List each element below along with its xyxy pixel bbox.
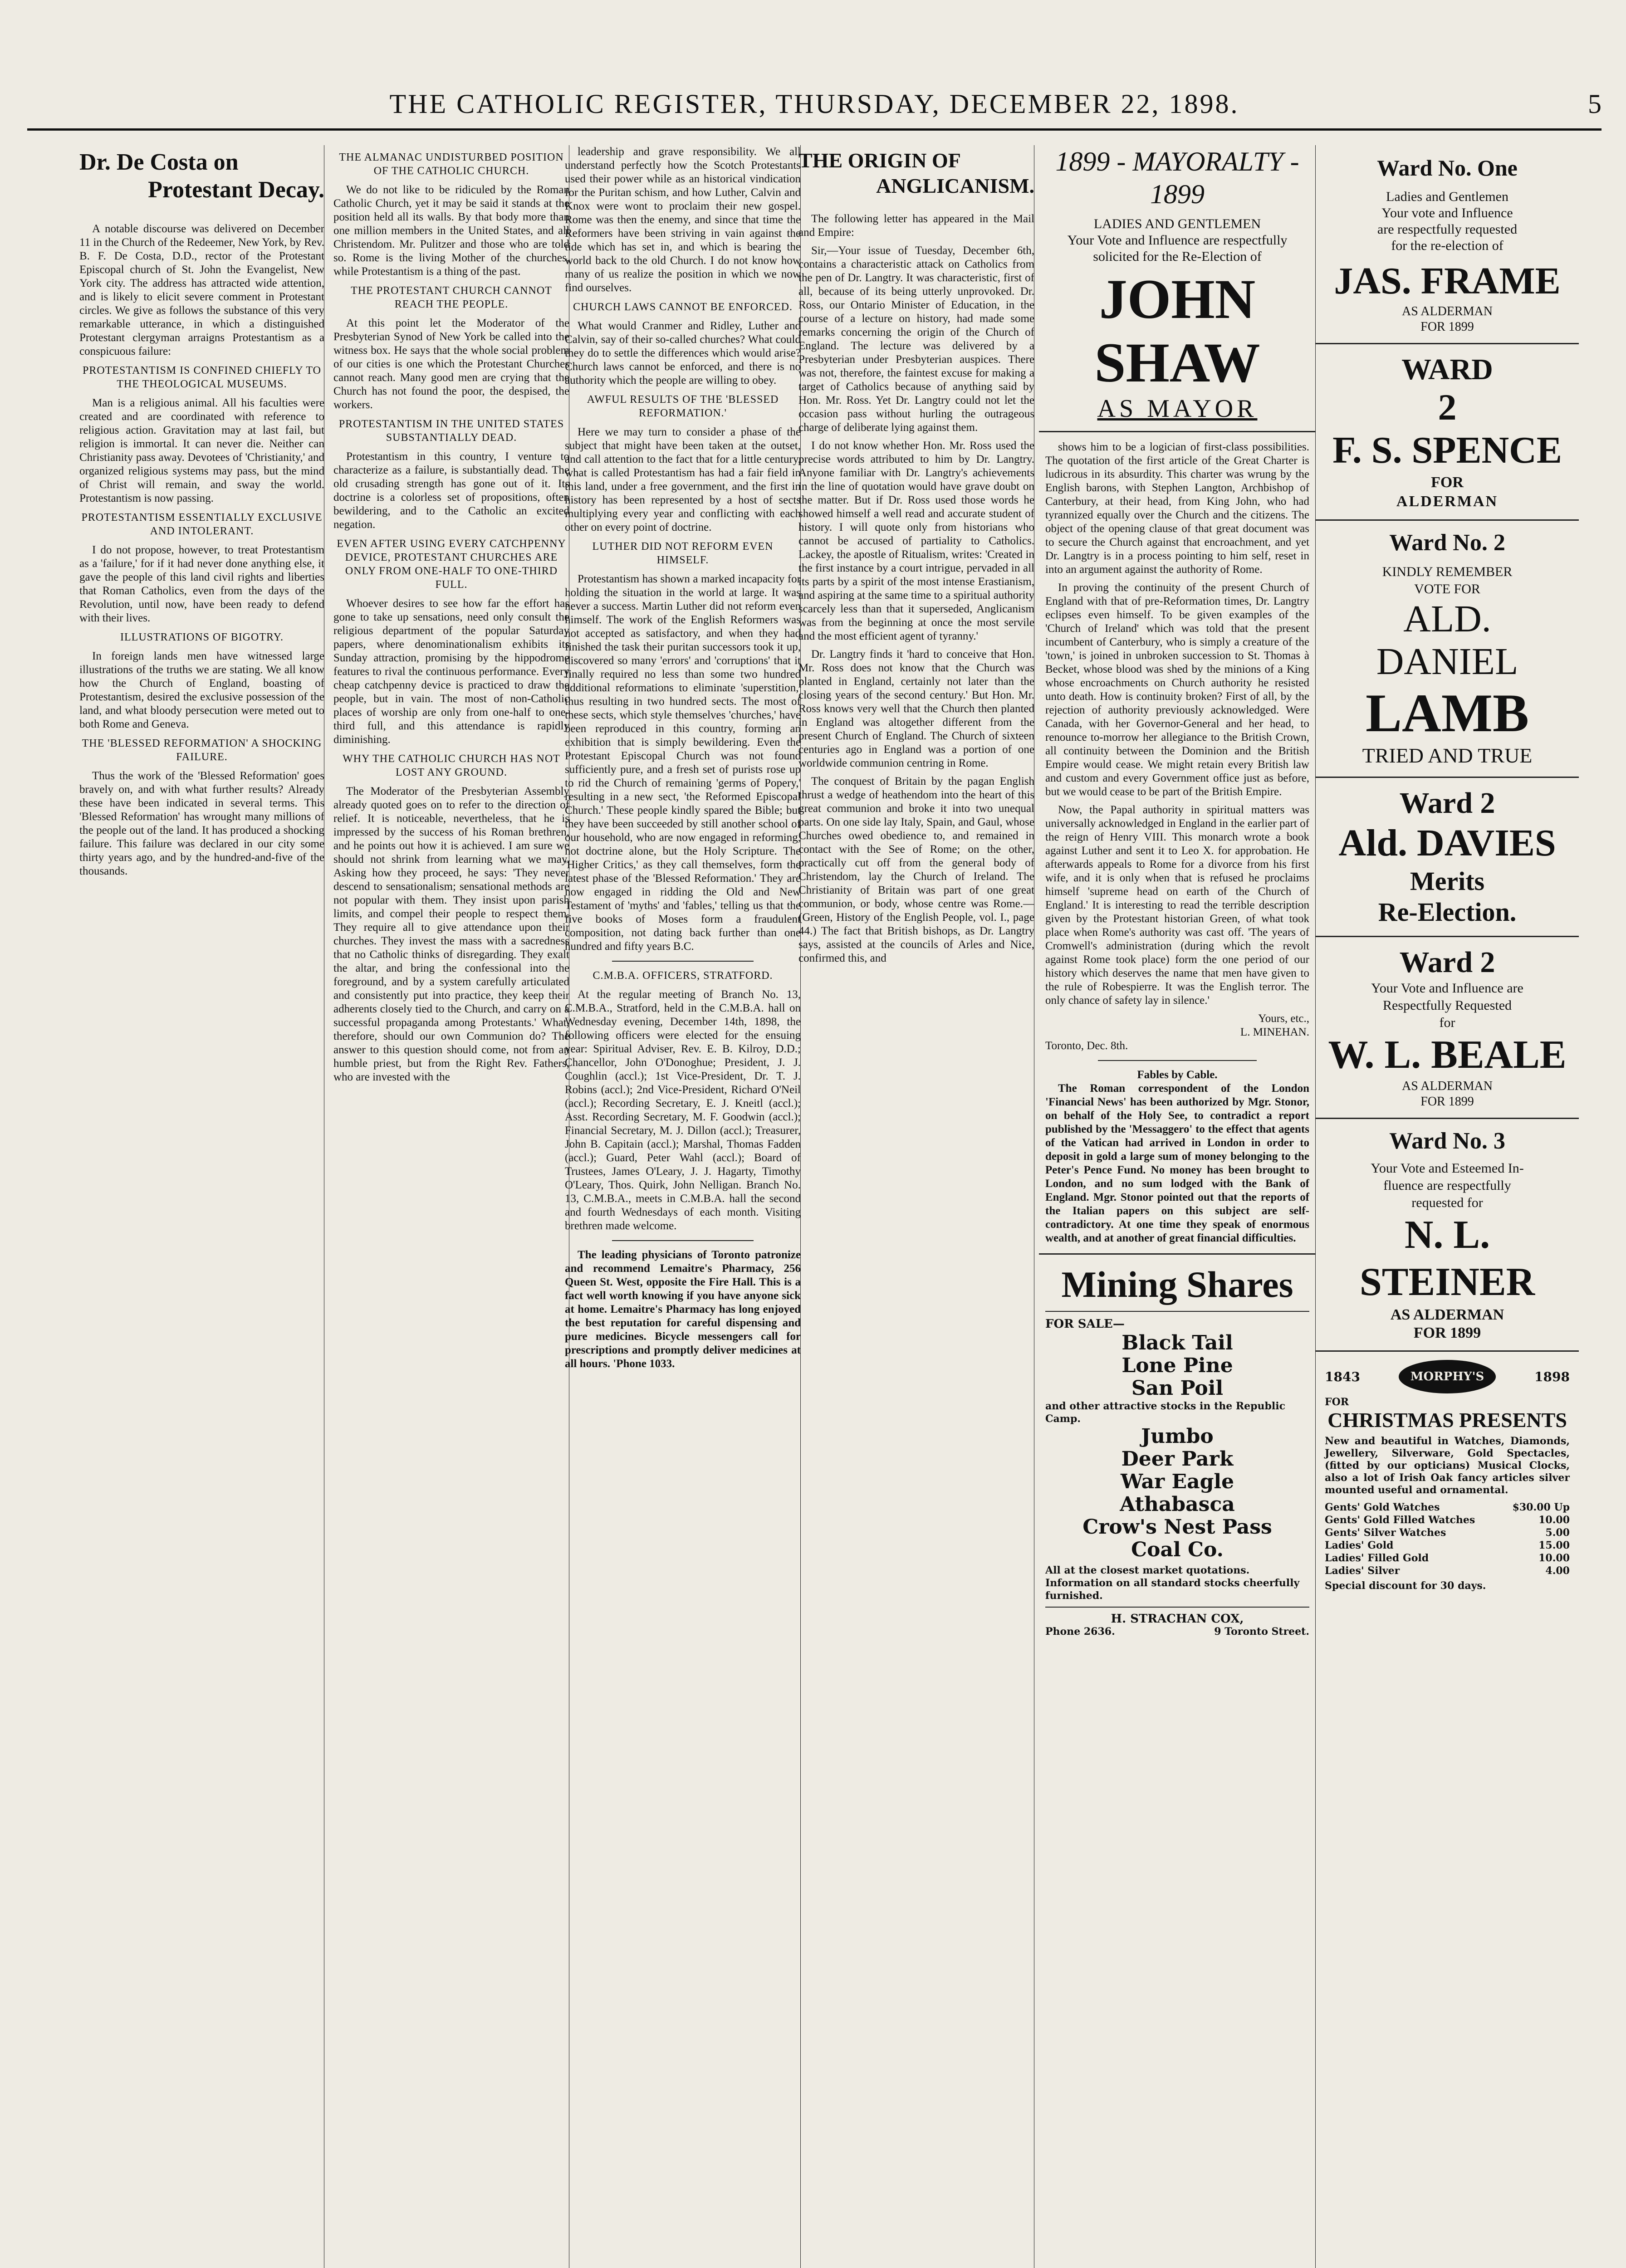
ward-two-spence-ad — [1316, 352, 1579, 511]
candidate-office: ALDERMAN — [1396, 493, 1499, 510]
subheading: PROTESTANTISM IN THE UNITED STATES SUBSTANTIALLY DEAD. — [338, 418, 564, 444]
paragraph: Protestantism in this country, I venture to characterize as a failure, is substantially dead. The old crusading strength has gone out of it. Its doctrine is a colorless set of propositions, often bewildering, and to the Catholic an excited negation. — [333, 450, 569, 531]
masthead — [27, 88, 1602, 143]
price-value: 10.00 — [1538, 1552, 1570, 1564]
subheading: THE ALMANAC UNDISTURBED POSITION OF THE CATHOLIC CHURCH. — [339, 152, 564, 177]
ward-two-beale-ad — [1316, 945, 1579, 1110]
price-item: Gents' Gold Filled Watches — [1325, 1514, 1475, 1526]
candidate-year: FOR 1899 — [1413, 1325, 1481, 1341]
paragraph: In foreign lands men have witnessed large illustrations of the truths we are stating. We all know how the Church of England, boasting of Protestantism, desired the exclusive possession of the land, and what bloody persecution were meted out to both Rome and Geneva. — [79, 650, 324, 730]
ward-heading: Ward 2 — [1399, 787, 1495, 820]
section-rule — [1316, 936, 1579, 937]
market-note: All at the closest market quotations. Information on all standard stocks cheerfully furnished. — [1045, 1564, 1300, 1602]
broker-contact — [1045, 1626, 1309, 1637]
section-rule — [1316, 343, 1579, 344]
candidate-office: AS ALDERMAN — [1402, 1079, 1493, 1093]
candidate-first-name: DANIEL — [1376, 640, 1518, 683]
ad-line: fluence are respectfully — [1383, 1178, 1511, 1193]
subheading: Fables by Cable. — [1137, 1069, 1218, 1081]
section-rule — [1039, 431, 1316, 432]
subheading: THE PROTESTANT CHURCH CANNOT REACH THE PEOPLE. — [351, 285, 552, 310]
candidate-year: FOR 1899 — [1420, 320, 1474, 334]
ad-line: for — [1439, 1015, 1455, 1030]
paragraph: We do not like to be ridiculed by the Roman Catholic Church, yet it may be said it stands at the position held all its walls. By that body more than one million members in the United States, and all Christendom. Mr. Pulitzer and those who are told so. Rome is the living Mother of the churches, while Protestantism is a thing of the past. — [333, 184, 569, 278]
ad-line: Ladies and Gentlemen — [1386, 189, 1508, 204]
ad-line: Your Vote and Esteemed In- — [1371, 1161, 1524, 1176]
divider — [1045, 1311, 1309, 1312]
stock-item: Athabasca — [1120, 1493, 1235, 1516]
stock-item: War Eagle — [1120, 1470, 1234, 1493]
stock-list-2 — [1045, 1425, 1309, 1561]
price-row — [1325, 1526, 1570, 1539]
subheading: PROTESTANTISM ESSENTIALLY EXCLUSIVE AND INTOLERANT. — [81, 512, 323, 537]
article-headline-2: Protestant Decay. — [148, 177, 324, 203]
for-sale-label: FOR SALE— — [1045, 1317, 1125, 1331]
dateline: Toronto, Dec. 8th. — [1045, 1040, 1128, 1052]
ad-line: are respectfully requested — [1377, 222, 1518, 237]
article-body — [1039, 440, 1316, 1245]
price-row — [1325, 1539, 1570, 1552]
paragraph: leadership and grave responsibility. We all understand perfectly how the Scotch Protestants used their power while as an historical vindication for the Puritan schism, and how Luther, Calvin and Knox were wont to proclaim their new gospel. Rome was then the enemy, and since that time the Reformers have been striving in vain against the tide which has set in, and which is bearing the world back to the old Church. I do not know how many of us realize the position in which we now find ourselves. — [565, 146, 801, 294]
ad-line: Respectfully Requested — [1382, 998, 1512, 1013]
subheading: CHURCH LAWS CANNOT BE ENFORCED. — [573, 301, 793, 313]
signature-line: Yours, etc., — [1258, 1012, 1309, 1025]
mining-headline: Mining Shares — [1061, 1264, 1293, 1305]
ad-line: KINDLY REMEMBER — [1382, 564, 1513, 579]
candidate-name: N. L. STEINER — [1359, 1213, 1535, 1304]
stock-item: Crow's Nest Pass — [1082, 1515, 1272, 1539]
ward-three-ad — [1316, 1127, 1579, 1342]
paragraph: Whoever desires to see how far the effort has gone to take up sensations, need only consult the religious department of the popular Saturday papers, where denominationalism exhibits its Sunday attraction, promising by the hippodrome features to rival the continuous performance. Every cheap catchpenny device is practiced to draw the people, but in vain. The most of non-Catholic places of worship are only from one-half to one-third full, and this attendance is rapidly diminishing. — [333, 597, 569, 746]
ad-line: requested for — [1411, 1195, 1483, 1210]
ward-number: 2 — [1438, 386, 1457, 428]
ad-line: solicited for the Re-Election of — [1093, 249, 1262, 264]
candidate-office: AS ALDERMAN — [1390, 1306, 1504, 1323]
column-2 — [333, 145, 569, 2268]
divider — [612, 961, 754, 962]
paragraph: The Moderator of the Presbyterian Assembly already quoted goes on to refer to the direction of relief. It is noticeable, nevertheless, that he is impressed by the success of his Roman brethren, and he points out how it is achieved. I am sure we should not shrink from learning what we may. Asking how they proceed, he says: 'They never descend to sensationalism; sensational methods are not popular with them. They insist upon parish limits, and compel their people to respect them. They require all to give attendance upon their churches. They invest the mass with a sacredness that no Catholic thinks of disregarding. They exalt the altar, and bring the confessional into the foreground, and by a system carefully articulated and consistently put into practice, they keep their adherents closely tied to the Church, and carry on a successful propaganda among Protestants.' What, therefore, should our own Communion do? The answer to this question should come, not from an humble priest, but from the Right Rev. Fathers, who are invested with the — [333, 785, 569, 1083]
article-body — [333, 151, 569, 1084]
paragraph: Protestantism has shown a marked incapacity for holding the situation in the world at large. It was never a success. Martin Luther did not reform even himself. The work of the English Reformers was not accepted as satisfactory, and when they had finished the task their puritan successors took it up, discovered so many 'errors' and 'corruptions' that it finally required no less than some two hundred additional reformations to eliminate 'superstition,' thus resulting in two hundred sects. The most of these sects, which style themselves 'churches,' have been reproduced in this country, forming an exhibition that is simply bewildering. Even the Protestant Episcopal Church was not found sufficiently pure, and a fresh set of purists rose up to rid the Church of remaining 'germs of Popery,' resulting in a new sect, 'the Reformed Episcopal Church.' These people kindly spared the Bible; but they have been succeeded by still another school of our household, who are now engaged in reforming, not doctrine alone, but the Holy Scripture. The 'Higher Critics,' as they call themselves, form the latest phase of the 'Blessed Reformation.' They are now engaged in ridding the Old and New Testament of 'myths' and 'fables,' telling us that the five books of Moses form a fraudulent composition, not dating back further than one hundred and fifty years B.C. — [565, 573, 801, 953]
stock-note: and other attractive stocks in the Republic Camp. — [1045, 1400, 1286, 1425]
paragraph: A notable discourse was delivered on December 11 in the Church of the Redeemer, New York, by Rev. B. F. De Costa, D.D., rector of the Protestant Episcopal church of St. John the Evangelist, New York city. The address has attracted wide attention, and is likely to elicit severe comment in Protestant circles. We give as follows the substance of this very remarkable utterance, in which a distinguished Protestant clergyman arraigns Protestantism as a conspicuous failure: — [79, 223, 324, 357]
section-rule — [1316, 519, 1579, 521]
article-headline: Dr. De Costa on — [79, 149, 239, 175]
section-rule — [1316, 1118, 1579, 1119]
candidate-name: Ald. DAVIES — [1338, 822, 1556, 864]
article-body — [798, 212, 1034, 965]
section-rule — [1039, 1253, 1316, 1255]
price-value: 4.00 — [1545, 1565, 1570, 1577]
subheading: WHY THE CATHOLIC CHURCH HAS NOT LOST ANY GROUND. — [343, 753, 560, 778]
ward-heading: Ward 2 — [1399, 946, 1495, 979]
ward-heading: WARD — [1401, 353, 1493, 386]
ad-line: Your Vote and Influence are — [1371, 981, 1523, 996]
column-4 — [798, 145, 1034, 2268]
stock-item: San Poil — [1131, 1377, 1224, 1400]
pharmacy-notice: The leading physicians of Toronto patronize and recommend Lemaitre's Pharmacy, 256 Queen St. West, opposite the Fire Hall. This is a fact well worth knowing if you have anyone sick at home. Lemaitre's Pharmacy has long enjoyed the best reputation for careful dispensing and pure medicines. Bicycle messengers call for prescriptions and promptly deliver medicines at all hours. 'Phone 1033. — [565, 1249, 801, 1370]
paragraph: The Roman correspondent of the London 'Financial News' has been authorized by Mgr. Stonor, on behalf of the Holy See, to contradict a report published by the 'Messaggero' to the effect that agents of the Vatican had arrived in London in order to deposit in gold a large sum of money belonging to the Peter's Pence Fund. No money has been brought to London, and no sum lodged with the Bank of England. Mgr. Stonor pointed out that the reports of the Italian papers on this subject are self-contradictory. At one time they speak of enormous wealth, and at another of great financial difficulties. — [1045, 1082, 1309, 1244]
paragraph: I do not know whether Hon. Mr. Ross used the precise words attributed to him by Dr. Langtry. Anyone familiar with Dr. Langtry's achievements in the line of quotation would have grave doubt on the matter. But if Dr. Ross used those words he showed himself a well read and accurate student of history. I will quote only from historians who cannot be accused of partiality to Catholics. Lackey, the apostle of Ritualism, writes: 'Created in the first instance by a court intrigue, pervaded in all its parts by a spirit of the most intense Erastianism, and aspiring at the same time to a spiritual authority scarcely less than that it superseded, Anglicanism was from the beginning at once the most servile and the most efficient agent of tyranny.' — [798, 440, 1034, 642]
price-value: 15.00 — [1538, 1540, 1570, 1551]
ad-salutation: LADIES AND GENTLEMEN — [1093, 216, 1261, 231]
price-row — [1325, 1564, 1570, 1577]
price-item: Ladies' Gold — [1325, 1540, 1394, 1551]
mayoralty-banner: 1899 - MAYORALTY - 1899 — [1055, 147, 1299, 209]
subheading: AWFUL RESULTS OF THE 'BLESSED REFORMATION.' — [587, 394, 779, 419]
stock-item: Deer Park — [1121, 1447, 1234, 1471]
price-row — [1325, 1552, 1570, 1564]
candidate-office: AS ALDERMAN — [1402, 304, 1493, 318]
article-body — [565, 145, 801, 1371]
candidate-year: FOR 1899 — [1420, 1095, 1474, 1109]
ward-heading: Ward No. 2 — [1389, 530, 1505, 556]
price-item: Ladies' Silver — [1325, 1565, 1400, 1577]
masthead-title: THE CATHOLIC REGISTER, THURSDAY, DECEMBER 22, 1898. — [389, 89, 1239, 119]
paragraph: The following letter has appeared in the Mail and Empire: — [798, 213, 1034, 239]
ad-line: VOTE FOR — [1414, 582, 1480, 596]
year-founded: 1843 — [1325, 1369, 1360, 1384]
broker-name: H. STRACHAN COX, — [1111, 1612, 1244, 1626]
paragraph: I do not propose, however, to treat Protestantism as a 'failure,' for if it had never done anything else, it gave the people of this land civil rights and liberties that Roman Catholics, even from the days of the Revolution, until now, have been ready to defend with their lives. — [79, 544, 324, 624]
candidate-office: AS MAYOR — [1097, 395, 1258, 423]
candidate-name: W. L. BEALE — [1328, 1033, 1567, 1077]
subheading: ILLUSTRATIONS OF BIGOTRY. — [120, 631, 284, 643]
paragraph: shows him to be a logician of first-class possibilities. The quotation of the first article of the Great Charter is ludicrous in its absurdity. This charter was wrung by the English barons, with Stephen Langton, Archbishop of Canterbury, at their head, from King John, who had tyrannized equally over the Church and the citizens. The object of the opening clause of that great document was to secure the Church against that encroachment, and yet Dr. Langtry is in a process pointing to him self, reset in into an argument against the authority of Rome. — [1045, 441, 1309, 576]
subheading: C.M.B.A. OFFICERS, STRATFORD. — [593, 970, 773, 982]
price-value: $30.00 Up — [1512, 1501, 1570, 1513]
price-item: Ladies' Filled Gold — [1325, 1552, 1429, 1564]
ward-heading: Ward No. One — [1377, 155, 1518, 181]
broker-phone: Phone 2636. — [1045, 1626, 1115, 1637]
price-row — [1325, 1514, 1570, 1526]
christmas-headline: CHRISTMAS PRESENTS — [1327, 1408, 1567, 1432]
article-headline: THE ORIGIN OF — [798, 149, 961, 172]
mayoralty-ad — [1039, 145, 1316, 423]
stock-item: Coal Co. — [1131, 1538, 1224, 1561]
stock-item: Black Tail — [1122, 1331, 1233, 1354]
candidate-merits: Merits — [1410, 866, 1485, 896]
section-rule — [1316, 777, 1579, 778]
mining-ad — [1039, 1263, 1316, 1637]
paragraph: What would Cranmer and Ridley, Luther and Calvin, say of their so-called churches? What could they do to settle the differences which would arise? Church laws cannot be enforced, and there is no authority which the people are willing to obey. — [565, 320, 801, 386]
paragraph: Here we may turn to consider a phase of the subject that might have been taken at the outset, and call attention to the fact that for a little century, what is called Protestantism has had a fair field in this land, under a free government, and the first in history has been represented by a host of sects multiplying every year and conflicting with each other on every point of doctrine. — [565, 426, 801, 533]
divider — [612, 1240, 754, 1241]
candidate-reelection: Re-Election. — [1378, 897, 1517, 927]
christmas-text: New and beautiful in Watches, Diamonds, Jewellery, Silverware, Gold Spectacles, (fitted by our opticians) Musical Clocks, also a lot of Irish Oak fancy articles silver mounted useful and ornamental. — [1325, 1435, 1570, 1496]
signature-name: L. MINEHAN. — [1240, 1026, 1309, 1038]
stock-item: Jumbo — [1141, 1425, 1214, 1448]
price-value: 10.00 — [1538, 1514, 1570, 1526]
stock-list — [1045, 1332, 1309, 1400]
ad-line: Your Vote and Influence are respectfully — [1067, 233, 1288, 248]
divider — [1045, 1607, 1309, 1608]
ward-two-davies-ad — [1316, 786, 1579, 928]
ward-heading: Ward No. 3 — [1389, 1128, 1505, 1154]
article-body — [79, 222, 324, 878]
candidate-title: ALD. — [1403, 598, 1491, 640]
candidate-name: JOHN SHAW — [1094, 268, 1260, 394]
paragraph: Man is a religious animal. All his faculties were created and are coordinated with reference to religious action. Gravitation may at last fail, but religion is immortal. It can never die. Neither can Christianity pass away. Devotees of 'Christianity,' and organized religious systems may pass, but the mind of Christ will remain, and sway the world. Protestantism is now passing. — [79, 397, 324, 504]
candidate-name: F. S. SPENCE — [1332, 429, 1562, 471]
paragraph: Sir,—Your issue of Tuesday, December 6th, contains a characteristic attack on Catholics from the pen of Dr. Langtry. It was characteristic, first of all, because of its being utterly unprovoked. Dr. Ross, our Ontario Minister of Education, in the course of a lecture on history, had made some remarks concerning the origin of the Church of England. The lecture was delivered by a Presbyterian under Presbyterian auspices. There was not, therefore, the faintest excuse for making a target of Catholics because of anything said by Hon. Mr. Ross. Yet Dr. Langtry could not let the occasion pass without hurling the outrageous charge of deliberate lying against them. — [798, 244, 1034, 434]
broker-address: 9 Toronto Street. — [1214, 1626, 1309, 1637]
subheading: LUTHER DID NOT REFORM EVEN HIMSELF. — [592, 541, 774, 566]
ward-two-lamb-ad — [1316, 529, 1579, 768]
column-5 — [1039, 145, 1316, 2268]
stock-item: Lone Pine — [1122, 1354, 1233, 1377]
masthead-rule — [27, 128, 1602, 131]
subheading: THE 'BLESSED REFORMATION' A SHOCKING FAILURE. — [82, 738, 322, 763]
ad-line: Your vote and Influence — [1381, 205, 1513, 220]
page-number: 5 — [1588, 89, 1602, 119]
article-headline-2: ANGLICANISM. — [876, 174, 1034, 197]
paragraph: Now, the Papal authority in spiritual matters was universally acknowledged in England in the earlier part of the reign of Henry VIII. This monarch wrote a book against Luther and sent it to Leo X. for approbation. He afterwards appeals to Rome for a divorce from his first wife, and it is only when that is refused he proclaims himself 'supreme head on earth of the Church of England.' It is interesting to read the terrible description given by the Protestant historian Green, of what took place when Rome's authority was cast off. 'The years of Cromwell's administration (during which the revolt against Rome took place) form the one period of our history which deserves the name that men have given to the rule of Robespierre. It was the English terror. The only chance of safety lay in silence.' — [1045, 804, 1309, 1007]
morphy-ad — [1316, 1360, 1579, 1592]
ward-one-ad — [1316, 154, 1579, 335]
for-label: FOR — [1325, 1396, 1349, 1408]
paragraph: In proving the continuity of the present Church of England with that of pre-Reformation times, Dr. Langtry eclipses even himself. To be given examples of the 'Church of Ireland' which was told that the present incumbent of Canterbury, who is simply a creature of the 'town,' is joined in unbroken succession to St. Thomas à Becket, whose blood was shed by the minions of a King whose encroachments on Church authority he resisted unto death. How is continuity broken? First of all, by the rejection of authority previously acknowledged. Were Canada, with her Governor-General and her head, to renounce to-morrow her allegiance to the British Crown, all continuity between the Dominion and the British Empire would cease. We might retain every British law and custom and every Government office just as before, but we would cease to be part of the British Empire. — [1045, 582, 1309, 798]
morphy-logo: MORPHY'S — [1399, 1360, 1496, 1393]
price-value: 5.00 — [1545, 1527, 1570, 1539]
candidate-name: LAMB — [1366, 683, 1529, 743]
paragraph: The conquest of Britain by the pagan English thrust a wedge of heathendom into the heart of this great communion and broke it into two unequal parts. On one side lay Italy, Spain, and Gaul, whose Churches owed obedience to, and remained in contact with the See of Rome; on the other, practically cut off from the general body of Christendom, lay the Church of Ireland. The Christianity of Britain was part of one great communion, or body, whose centre was Rome.—(Green, History of the English People, vol. I., page 44.) The fact that British bishops, as Dr. Langtry says, assisted at the councils of Arles and Nice, confirmed this, and — [798, 775, 1034, 964]
column-3 — [565, 145, 801, 2268]
column-1 — [79, 145, 324, 2268]
paragraph: Thus the work of the 'Blessed Reformation' goes bravely on, and with what further results? Already these have been indicated in several terms. This 'Blessed Reformation' has wrought many millions of the people out of the land. It has produced a shocking failure. This failure was declared in our city some thirty years ago, and by the hundred-and-five of the thousands. — [79, 770, 324, 877]
paragraph: At the regular meeting of Branch No. 13, C.M.B.A., Stratford, held in the C.M.B.A. hall on Wednesday evening, December 14th, 1898, the following officers were elected for the ensuing year: Spiritual Adviser, Rev. E. B. Kilroy, D.D.; Chancellor, John O'Donoghue; President, J. J. Coughlin (accl.); 1st Vice-President, Dr. T. J. Robins (accl.); 2nd Vice-President, Richard O'Neil (accl.); Recording Secretary, E. J. Kneitl (accl.); Asst. Recording Secretary, M. F. Goodwin (accl.); Financial Secretary, M. J. Dillon (accl.); Treasurer, John B. Capitain (accl.); Marshal, Thomas Fadden (accl.); Guard, Peter Wahl (accl.); Board of Trustees, James O'Leary, J. J. Hagarty, Timothy O'Leary, Thos. Quirk, John Nelligan. Branch No. 13, C.M.B.A., meets in C.M.B.A. hall the second and fourth Wednesdays of each month. Visiting brethren made welcome. — [565, 988, 801, 1232]
section-rule — [1316, 1350, 1579, 1352]
discount-note: Special discount for 30 days. — [1325, 1580, 1486, 1592]
price-list — [1325, 1501, 1570, 1577]
candidate-name: JAS. FRAME — [1334, 260, 1561, 302]
paragraph: At this point let the Moderator of the Presbyterian Synod of New York be called into the witness box. He says that the whole social problem of our cities is one which the Protestant Churches cannot reach. Many good men are crying that the Church has not found the poor, the despised, the workers. — [333, 317, 569, 411]
column-6 — [1316, 145, 1579, 2268]
morphy-banner — [1325, 1360, 1570, 1393]
candidate-slogan: TRIED AND TRUE — [1362, 744, 1533, 767]
subheading: PROTESTANTISM IS CONFINED CHIEFLY TO THE THEOLOGICAL MUSEUMS. — [83, 365, 321, 390]
divider — [1098, 1060, 1256, 1061]
candidate-for: FOR — [1431, 474, 1464, 491]
subheading: EVEN AFTER USING EVERY CATCHPENNY DEVICE, PROTESTANT CHURCHES ARE ONLY FROM ONE-HALF TO ONE-THIRD FULL. — [337, 538, 566, 591]
price-item: Gents' Silver Watches — [1325, 1527, 1446, 1539]
ad-line: for the re-election of — [1391, 238, 1504, 253]
year-current: 1898 — [1534, 1369, 1570, 1384]
price-row — [1325, 1501, 1570, 1514]
price-item: Gents' Gold Watches — [1325, 1501, 1440, 1513]
paragraph: Dr. Langtry finds it 'hard to conceive that Hon. Mr. Ross does not know that the Church was planted in England, certainly not later than the closing years of the second century.' But Hon. Mr. Ross knows very well that the Church then planted in England was altogether different from the present Church of England. The Church of sixteen centuries ago in England was a portion of one worldwide communion centring in Rome. — [798, 648, 1034, 769]
